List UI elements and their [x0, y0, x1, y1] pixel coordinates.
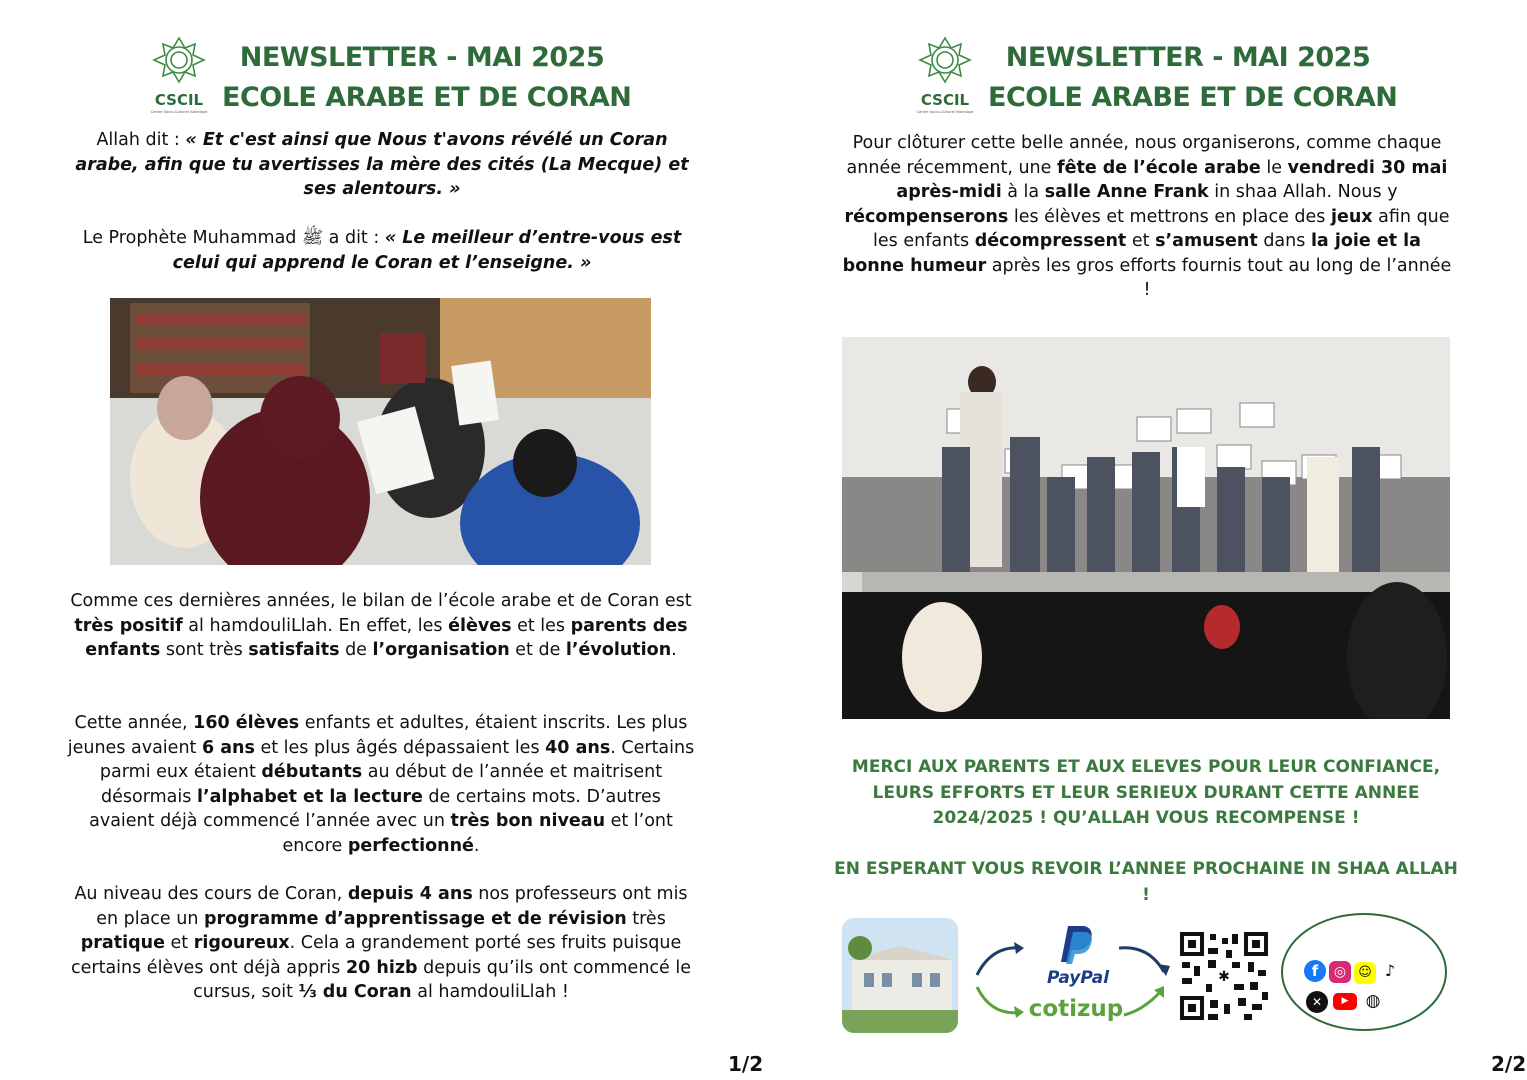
paragraph-coran: Au niveau des cours de Coran, depuis 4 ans nos professeurs ont mis en place un programme d’apprentissage et de révision très pratique et rigoureux. Cela a grandement porté ses fruits puisque certains élèves ont déjà appris 20 hizb depuis qu’ils ont commencé le cursus, soit ⅓ du Coran al hamdouliLlah ! — [71, 884, 691, 1002]
classroom-photo — [110, 298, 651, 565]
newsletter-title — [988, 38, 1398, 118]
quote-prefix: Le Prophète Muhammad ﷺ a dit : — [82, 228, 385, 248]
title-line-1: NEWSLETTER - MAI 2025 — [1005, 42, 1371, 73]
paragraph-fete: Pour clôturer cette belle année, nous organiserons, comme chaque année récemment, une fête de l’école arabe le vendredi 30 mai après-midi à la salle Anne Frank in shaa Allah. Nous y récompenserons les élèves et mettrons en place des jeux afin que les enfants décompressent et s’amusent dans la joie et la bonne humeur après les gros efforts fournis tout au long de l’année ! — [842, 133, 1452, 300]
ceremony-photo — [842, 337, 1450, 719]
logo-text: CSCIL — [920, 91, 970, 109]
web-icon[interactable]: ◍ — [1365, 991, 1381, 1011]
header — [916, 34, 1396, 116]
title-line-1: NEWSLETTER - MAI 2025 — [239, 42, 605, 73]
paypal-logo[interactable] — [1036, 924, 1120, 988]
logo-subtext: Centre Socio-Culturel Islamique — [150, 110, 208, 114]
arrow-down-icon — [972, 982, 1032, 1022]
arrow-right-icon — [1114, 940, 1174, 980]
logo-subtext: Centre Socio-Culturel Islamique — [916, 110, 974, 114]
snapchat-icon[interactable]: ☺ — [1354, 962, 1376, 984]
quote-text: « Le meilleur d’entre-vous est celui qui apprend le Coran et l’enseigne. » — [172, 228, 682, 273]
espoir-message: EN ESPERANT VOUS REVOIR L’ANNEE PROCHAINE IN SHAA ALLAH ! — [834, 859, 1458, 905]
quote-allah — [72, 128, 692, 202]
instagram-icon[interactable]: ◎ — [1329, 961, 1351, 983]
newsletter-page-2 — [764, 0, 1527, 1080]
merci-message: MERCI AUX PARENTS ET AUX ELEVES POUR LEUR CONFIANCE, LEURS EFFORTS ET LEUR SERIEUX DURANT CETTE ANNEE 2024/2025 ! QU’ALLAH VOUS RECOMPENSE ! — [851, 757, 1441, 828]
header — [150, 34, 630, 116]
arrow-up-icon — [972, 940, 1032, 980]
logo-text: CSCIL — [154, 91, 204, 109]
x-icon[interactable]: ✕ — [1306, 991, 1328, 1013]
social-icons — [1304, 960, 1434, 1013]
newsletter-title — [222, 38, 632, 118]
page-number: 1/2 — [728, 1052, 764, 1076]
building-thumbnail — [842, 918, 958, 1033]
youtube-icon[interactable]: ▶ — [1333, 993, 1357, 1010]
quote-prophet — [72, 226, 692, 275]
svg-text:✱: ✱ — [1218, 969, 1230, 985]
ceremony-photo-image — [842, 337, 1450, 719]
title-line-2: ECOLE ARABE ET DE CORAN — [988, 82, 1398, 113]
title-line-2: ECOLE ARABE ET DE CORAN — [222, 82, 632, 113]
quote-text: « Et c'est ainsi que Nous t'avons révélé un Coran arabe, afin que tu avertisses la mère des cités (La Mecque) et ses alentours. » — [75, 130, 689, 199]
building-image — [842, 918, 958, 1033]
paypal-label: PayPal — [1046, 968, 1110, 988]
paragraph-inscrits: Cette année, 160 élèves enfants et adultes, étaient inscrits. Les plus jeunes avaient 6 ans et les plus âgés dépassaient les 40 ans. Certains parmi eux étaient débutants au début de l’année et maitrisent désormais l’alphabet et la lecture de certains mots. D’autres avaient déjà commencé l’année avec un très bon niveau et l’ont encore perfectionné. — [67, 713, 695, 856]
tiktok-icon[interactable]: ♪ — [1384, 961, 1396, 980]
paragraph-bilan: Comme ces dernières années, le bilan de l’école arabe et de Coran est très positif al hamdouliLlah. En effet, les élèves et les parents des enfants sont très satisfaits de l’organisation et de l’évolution. — [70, 591, 692, 660]
classroom-photo-image — [110, 298, 651, 565]
paypal-icon — [1036, 924, 1120, 964]
cscil-logo — [916, 34, 974, 116]
arrow-right-green-icon — [1114, 980, 1174, 1020]
cotizup-logo[interactable]: cotizup — [1028, 996, 1124, 1022]
cscil-logo — [150, 34, 208, 116]
facebook-icon[interactable]: f — [1304, 960, 1326, 982]
quote-prefix: Allah dit : — [96, 130, 186, 150]
qr-code-icon[interactable] — [1178, 930, 1270, 1022]
newsletter-page-1 — [0, 0, 763, 1080]
page-number: 2/2 — [1491, 1052, 1527, 1076]
